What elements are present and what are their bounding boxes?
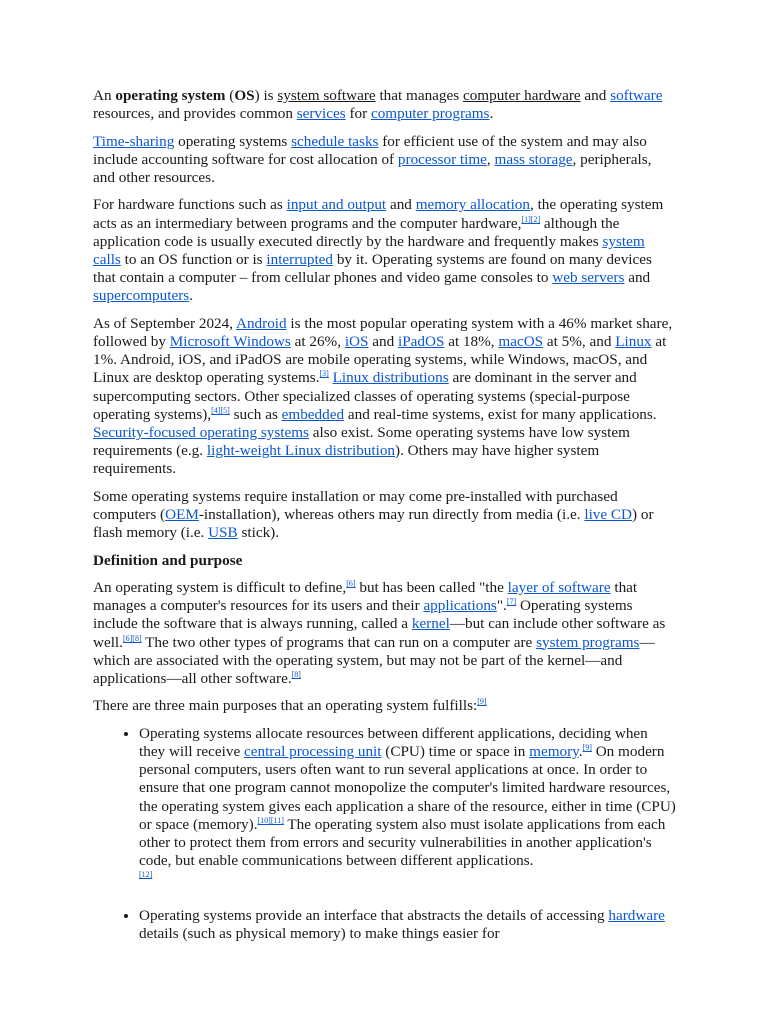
term-operating-system: operating system xyxy=(115,87,226,104)
link-time-sharing[interactable]: Time-sharing xyxy=(93,132,175,150)
link-hardware[interactable]: hardware xyxy=(608,906,665,924)
link-schedule-tasks[interactable]: schedule tasks xyxy=(291,132,379,150)
link-web-servers[interactable]: web servers xyxy=(552,269,625,287)
link-embedded[interactable]: embedded xyxy=(281,405,345,423)
term-os: OS xyxy=(234,87,255,104)
link-live-cd[interactable]: live CD xyxy=(584,506,633,524)
ref-5[interactable]: [5] xyxy=(220,405,230,415)
citation-1 xyxy=(521,215,540,224)
ref-6b[interactable]: [6] xyxy=(122,633,133,643)
link-security-focused-os[interactable]: Security-focused operating systems xyxy=(93,424,309,442)
citation-8 xyxy=(292,670,301,679)
intro-paragraph: An operating system (OS) is system software that manages computer hardware and software resources, and provides common services for computer programs. xyxy=(93,87,663,123)
link-services[interactable]: services xyxy=(296,105,346,123)
link-mass-storage[interactable]: mass storage xyxy=(494,150,573,168)
definition-paragraph: An operating system is difficult to define,[6] but has been called "the layer of software that manages a computer's resources for its users and their applications".[7] Operating systems include the software that is always running, called a kernel—but can include other software as well.[6][8] The two other types of programs that can run on a computer are system programs—which are associated with the operating system, but may not be part of the kernel—and applications—all other software.[8] xyxy=(93,579,666,688)
ref-6[interactable]: [6] xyxy=(346,579,356,588)
hardware-functions-paragraph: For hardware functions such as input and output and memory allocation, the operating system acts as an intermediary between programs and the computer hardware,[1][2] although the application code is usually executed directly by the hardware and frequently makes system calls to an OS function or is interrupted by it. Operating systems are found on many devices that contain a computer – from cellular phones and video game consoles to web servers and supercomputers. xyxy=(93,196,664,305)
ref-3[interactable]: [3] xyxy=(319,369,329,379)
link-input-and-output[interactable]: input and output xyxy=(286,196,387,214)
citation-12 xyxy=(139,870,152,879)
link-cpu[interactable]: central processing unit xyxy=(244,743,382,760)
link-microsoft-windows[interactable]: Microsoft Windows xyxy=(169,333,291,350)
ref-8b[interactable]: [8] xyxy=(291,670,301,680)
timesharing-paragraph: Time-sharing operating systems schedule tasks for efficient use of the system and may also include accounting software for cost allocation of processor time, mass storage, peripherals, and other resources. xyxy=(93,132,652,186)
ref-2[interactable]: [2] xyxy=(530,214,541,224)
citation-6-8 xyxy=(123,634,142,643)
installation-paragraph: Some operating systems require installation or may come pre-installed with purchased computers (OEM-installation), whereas others may run directly from media (i.e. live CD) or flash memory (i.e. USB stick). xyxy=(93,487,654,542)
ref-10[interactable]: [10] xyxy=(257,815,271,825)
citation-10-11 xyxy=(258,816,284,825)
ref-11[interactable]: [11] xyxy=(270,815,284,825)
purposes-list xyxy=(93,725,676,943)
link-processor-time[interactable]: processor time xyxy=(397,150,487,168)
link-memory[interactable]: memory xyxy=(529,743,579,760)
ref-9[interactable]: [9] xyxy=(477,697,487,707)
link-oem[interactable]: OEM xyxy=(165,506,199,524)
ref-7[interactable]: [7] xyxy=(506,597,517,607)
link-android[interactable]: Android xyxy=(236,314,287,332)
article-body xyxy=(93,87,676,961)
link-system-software[interactable]: system software xyxy=(277,87,376,104)
link-layer-of-software[interactable]: layer of software xyxy=(507,579,611,596)
link-lightweight-linux[interactable]: light-weight Linux distribution xyxy=(206,442,396,460)
list-item: • Operating systems allocate resources between different applications, deciding when they will receive central processing unit (CPU) time or space in memory.[9] On modern personal computers, users often want to run several applications at once. In order to ensure that one program cannot monopolize the computer's limited hardware resources, the operating system gives each application a share of the resource, either in time (CPU) or space (memory).[10][11] The operating system also must isolate applications from each other to protect them from errors and security vulnerabilities in another application's code, but enable communications between different applications. [12] xyxy=(139,725,676,889)
ref-4[interactable]: [4] xyxy=(211,405,221,415)
link-linux-distributions[interactable]: Linux distributions xyxy=(332,369,449,387)
link-interrupted[interactable]: interrupted xyxy=(266,251,334,268)
link-linux[interactable]: Linux xyxy=(615,333,652,350)
link-supercomputers[interactable]: supercomputers xyxy=(93,287,190,305)
link-memory-allocation[interactable]: memory allocation xyxy=(415,196,530,214)
link-computer-programs[interactable]: computer programs xyxy=(370,105,490,123)
citation-9 xyxy=(477,697,486,706)
link-ios[interactable]: iOS xyxy=(344,333,369,350)
section-heading-definition: Definition and purpose xyxy=(93,551,243,569)
ref-1[interactable]: [1] xyxy=(521,214,531,224)
link-computer-hardware[interactable]: computer hardware xyxy=(462,87,581,104)
link-ipados[interactable]: iPadOS xyxy=(397,333,445,350)
purposes-intro-paragraph: There are three main purposes that an operating system fulfills:[9] xyxy=(93,697,487,715)
link-applications[interactable]: applications xyxy=(423,597,497,615)
link-macos[interactable]: macOS xyxy=(498,333,544,350)
ref-8[interactable]: [8] xyxy=(132,633,142,643)
market-share-paragraph: As of September 2024, Android is the most popular operating system with a 46% market share, followed by Microsoft Windows at 26%, iOS and iPadOS at 18%, macOS at 5%, and Linux at 1%. Android, iOS, and iPadOS are mobile operating systems, while Windows, macOS, and Linux are desktop operating systems.[3] Linux distributions are dominant in the server and supercomputing sectors. Other specialized classes of operating systems (special-purpose operating systems),[4][5] such as embedded and real-time systems, exist for many applications. Security-focused operating systems also exist. Some operating systems have low system requirements (e.g. light-weight Linux distribution). Others may have higher system requirements. xyxy=(93,314,673,478)
ref-9b[interactable]: [9] xyxy=(582,743,592,752)
link-system-programs[interactable]: system programs xyxy=(536,633,640,651)
link-kernel[interactable]: kernel xyxy=(411,615,450,633)
link-software[interactable]: software xyxy=(610,87,663,104)
citation-6 xyxy=(346,579,355,588)
citation-4-5 xyxy=(211,406,230,415)
link-system-calls[interactable]: system calls xyxy=(93,232,645,268)
ref-12[interactable]: [12] xyxy=(139,870,153,880)
citation-3 xyxy=(320,369,329,378)
list-item: • Operating systems provide an interface that abstracts the details of accessing hardware details (such as physical memory) to make things easier for xyxy=(139,907,676,943)
citation-9b xyxy=(583,743,592,752)
link-usb[interactable]: USB xyxy=(208,524,238,542)
citation-7 xyxy=(507,597,516,606)
